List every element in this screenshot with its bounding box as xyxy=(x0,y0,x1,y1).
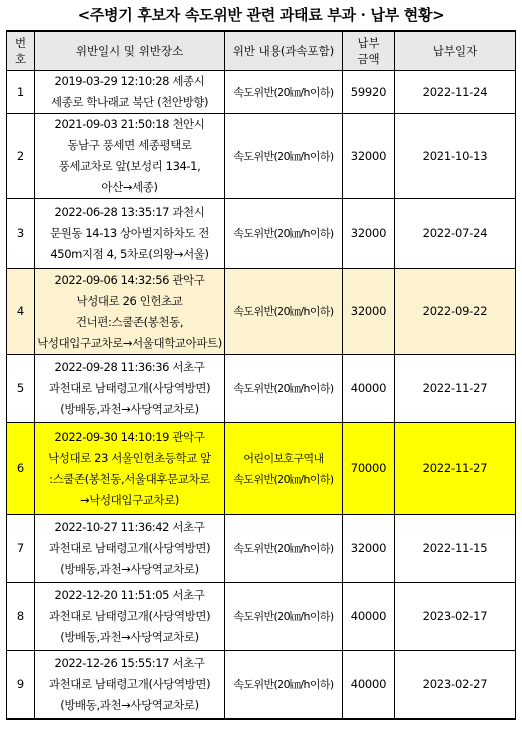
violation-content xyxy=(225,355,343,423)
detail-line: (방배동,과천→사당역교차로) xyxy=(60,697,199,712)
payment-date: 2022-11-24 xyxy=(395,71,516,114)
detail-line: 낙성대로 26 인헌초교 xyxy=(76,293,183,308)
header-no-line: 호 xyxy=(14,52,27,66)
violation-date-place xyxy=(35,199,225,269)
header-no xyxy=(7,31,35,71)
payment-date: 2023-02-17 xyxy=(395,583,516,651)
paid-amount: 40000 xyxy=(343,651,395,719)
header-date-place: 위반일시 및 위반장소 xyxy=(35,31,225,71)
violation-content xyxy=(225,199,343,269)
content-line: 속도위반(20㎞/h이하) xyxy=(233,542,334,555)
violation-date-place xyxy=(35,114,225,199)
row-number: 8 xyxy=(7,583,35,651)
detail-line: (방배동,과천→사당역교차로) xyxy=(60,402,199,416)
detail-line: (방배동,과천→사당역교차로) xyxy=(60,630,199,644)
detail-line: 과천대로 남태령고개(사당역방면) xyxy=(48,676,211,691)
content-line: 어린이보호구역내 xyxy=(243,451,324,465)
payment-date: 2023-02-27 xyxy=(395,651,516,719)
table-row xyxy=(7,71,516,114)
violation-date-place xyxy=(35,71,225,114)
content-line: 속도위반(20㎞/h이하) xyxy=(233,305,334,318)
detail-line: (방배동,과천→사당역교차로) xyxy=(60,562,199,576)
header-amount-line: 금액 xyxy=(357,52,380,66)
table-row xyxy=(7,199,516,269)
paid-amount: 32000 xyxy=(343,114,395,199)
row-number: 5 xyxy=(7,355,35,423)
violation-date-place xyxy=(35,515,225,583)
row-number: 2 xyxy=(7,114,35,199)
detail-line: 2022-10-27 11:36:42 서초구 xyxy=(54,520,205,534)
document-title: <주병기 후보자 속도위반 관련 과태료 부과 · 납부 현황> xyxy=(77,6,445,24)
content-line: 속도위반(20㎞/h이하) xyxy=(233,610,334,623)
header-content: 위반 내용(과속포함) xyxy=(225,31,343,71)
violation-content xyxy=(225,583,343,651)
table-row xyxy=(7,423,516,515)
detail-line: →낙성대입구교차로) xyxy=(80,492,179,507)
detail-line: 세종로 학나래교 북단 (천안방향) xyxy=(50,95,209,109)
paid-amount: 59920 xyxy=(343,71,395,114)
detail-line: 2021-09-03 21:50:18 천안시 xyxy=(54,117,205,131)
detail-line: 문원동 14-13 상아벌지하차도 전 xyxy=(50,226,209,240)
detail-line: 2019-03-29 12:10:28 세종시 xyxy=(54,74,205,88)
violation-date-place xyxy=(35,651,225,719)
row-number: 1 xyxy=(7,71,35,114)
content-line: 속도위반(20㎞/h이하) xyxy=(233,85,334,99)
payment-date: 2022-11-27 xyxy=(395,423,516,515)
payment-date: 2022-11-15 xyxy=(395,515,516,583)
violation-table xyxy=(6,30,516,720)
paid-amount: 40000 xyxy=(343,355,395,423)
payment-date: 2022-11-27 xyxy=(395,355,516,423)
row-number: 4 xyxy=(7,269,35,355)
detail-line: 2022-12-26 15:55:17 서초구 xyxy=(54,655,205,670)
detail-line: 2022-12-20 11:51:05 서초구 xyxy=(54,588,205,602)
row-number: 3 xyxy=(7,199,35,269)
table-row xyxy=(7,583,516,651)
violation-content xyxy=(225,423,343,515)
detail-line: 과천대로 남태령고개(사당역방면) xyxy=(48,609,211,623)
paid-amount: 70000 xyxy=(343,423,395,515)
row-number: 9 xyxy=(7,651,35,719)
paid-amount: 32000 xyxy=(343,515,395,583)
header-pay-date: 납부일자 xyxy=(395,31,516,71)
detail-line: 건너편:스쿨존(봉천동, xyxy=(75,314,184,329)
table-row xyxy=(7,269,516,355)
violation-date-place xyxy=(35,423,225,515)
table-row xyxy=(7,114,516,199)
content-line: 속도위반(20㎞/h이하) xyxy=(233,472,334,486)
table-row xyxy=(7,515,516,583)
row-number: 7 xyxy=(7,515,35,583)
header-amount-line: 납부 xyxy=(357,36,380,50)
payment-date: 2021-10-13 xyxy=(395,114,516,199)
paid-amount: 32000 xyxy=(343,269,395,355)
payment-date: 2022-09-22 xyxy=(395,269,516,355)
payment-date: 2022-07-24 xyxy=(395,199,516,269)
paid-amount: 32000 xyxy=(343,199,395,269)
header-amount xyxy=(343,31,395,71)
table-header-row xyxy=(7,31,516,71)
content-line: 속도위반(20㎞/h이하) xyxy=(233,149,334,163)
header-no-line: 번 xyxy=(14,36,27,50)
content-line: 속도위반(20㎞/h이하) xyxy=(233,677,334,691)
detail-line: 아산→세종) xyxy=(101,180,158,194)
detail-line: 과천대로 남태령고개(사당역방면) xyxy=(48,541,211,555)
violation-date-place xyxy=(35,269,225,355)
content-line: 속도위반(20㎞/h이하) xyxy=(233,227,334,240)
row-number: 6 xyxy=(7,423,35,515)
violation-content xyxy=(225,651,343,719)
detail-line: 풍세교차로 앞(보성리 134-1, xyxy=(58,159,201,173)
violation-content xyxy=(225,515,343,583)
detail-line: 낙성대로 23 서울인헌초등학교 앞 xyxy=(48,450,211,465)
detail-line: 낙성대입구교차로→서울대학교아파트) xyxy=(37,335,222,350)
detail-line: 2022-09-06 14:32:56 관악구 xyxy=(54,272,205,287)
table-body xyxy=(7,71,516,719)
violation-content xyxy=(225,269,343,355)
violation-content xyxy=(225,114,343,199)
detail-line: 2022-09-30 14:10:19 관악구 xyxy=(54,429,205,444)
table-row xyxy=(7,651,516,719)
content-line: 속도위반(20㎞/h이하) xyxy=(233,382,334,395)
detail-line: 450m지점 4, 5차로(의왕→서울) xyxy=(50,247,209,261)
detail-line: 동남구 풍세면 세종평택로 xyxy=(67,138,192,152)
detail-line: 2022-06-28 13:35:17 과천시 xyxy=(54,205,205,219)
paid-amount: 40000 xyxy=(343,583,395,651)
table-row xyxy=(7,355,516,423)
violation-content xyxy=(225,71,343,114)
violation-date-place xyxy=(35,355,225,423)
detail-line: 2022-09-28 11:36:36 서초구 xyxy=(54,360,205,374)
detail-line: 과천대로 남태령고개(사당역방면) xyxy=(48,381,211,395)
detail-line: :스쿨존(봉천동,서울대후문교차로 xyxy=(49,471,210,486)
violation-date-place xyxy=(35,583,225,651)
